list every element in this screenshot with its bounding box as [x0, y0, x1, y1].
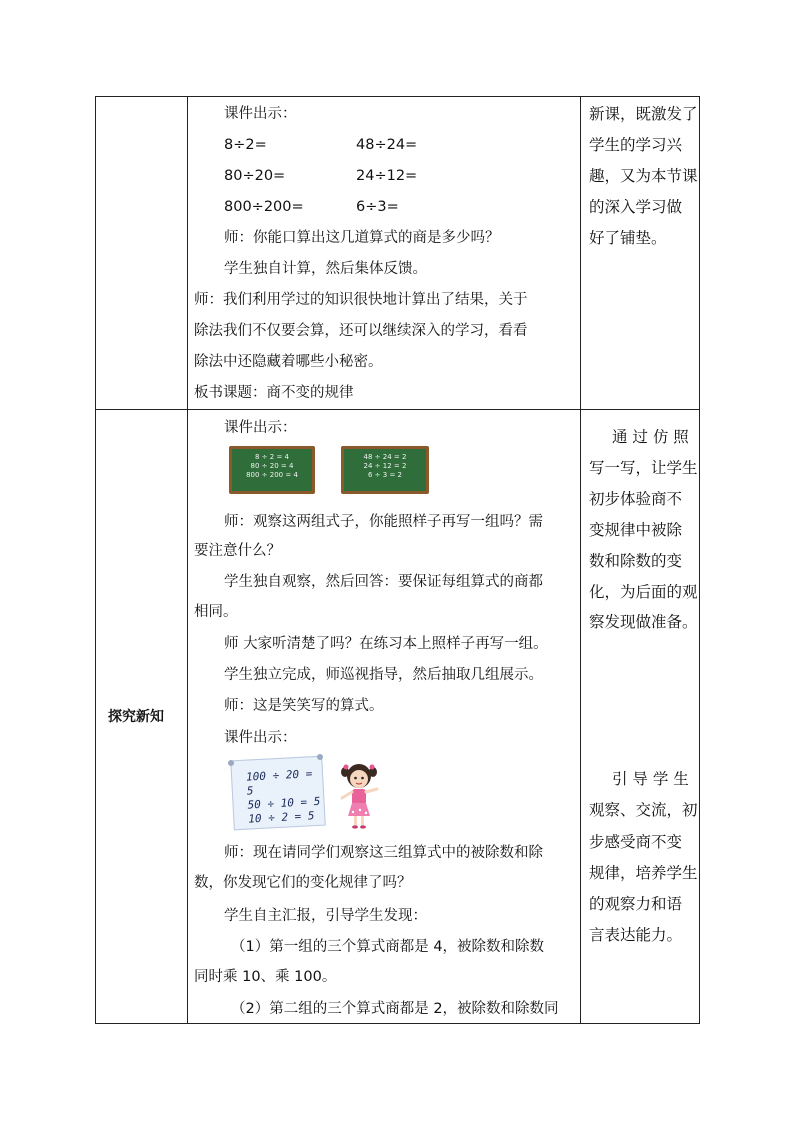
chalkboard-line: 48 ÷ 24 = 2 — [363, 453, 407, 461]
side-note: 数和除数的变 — [589, 552, 683, 570]
equation: 24÷12= — [356, 168, 418, 184]
equation: 800÷200= — [224, 199, 304, 215]
main-text: 除法我们不仅要会算，还可以继续深入的学习，看看 — [194, 323, 528, 339]
main-text: 板书课题：商不变的规律 — [194, 385, 354, 401]
main-text: 课件出示： — [224, 730, 297, 746]
side-note: 的深入学习做 — [589, 198, 683, 216]
note-paper-image — [230, 756, 326, 831]
note-line: 50 ÷ 10 = 5 — [247, 794, 321, 812]
main-text: 师：你能口算出这几道算式的商是多少吗？ — [224, 230, 500, 246]
column-divider — [187, 97, 188, 1023]
main-text: 除法中还隐藏着哪些小秘密。 — [194, 354, 383, 370]
side-note: 言表达能力。 — [589, 926, 683, 944]
equation: 48÷24= — [356, 137, 418, 153]
side-note: 学生的学习兴 — [589, 136, 683, 154]
main-text: 师：这是笑笑写的算式。 — [224, 698, 384, 714]
main-text: 学生独立完成，师巡视指导，然后抽取几组展示。 — [224, 667, 543, 683]
side-note: 新课，既激发了 — [589, 105, 698, 123]
side-note: 的观察力和语 — [589, 895, 683, 913]
equation: 6÷3= — [356, 199, 399, 215]
side-note: 通 过 仿 照 — [612, 428, 689, 446]
pin-icon — [228, 760, 234, 766]
row-divider — [96, 409, 699, 410]
column-divider — [580, 97, 581, 1023]
main-text: 学生独自计算，然后集体反馈。 — [224, 261, 427, 277]
main-text: 师：现在请同学们观察这三组算式中的被除数和除 — [224, 845, 543, 861]
main-text: 要注意什么？ — [194, 543, 281, 559]
chalkboard-line: 800 ÷ 200 = 4 — [246, 471, 298, 479]
girl-illustration-icon — [330, 760, 388, 832]
chalkboard-image — [229, 446, 315, 494]
side-note: 写一写，让学生 — [589, 459, 698, 477]
main-text: 师 大家听清楚了吗？在练习本上照样子再写一组。 — [224, 636, 548, 652]
side-note: 化，为后面的观 — [589, 583, 698, 601]
main-text: 学生自主汇报，引导学生发现： — [224, 908, 427, 924]
main-text: 同时乘 10、乘 100。 — [194, 969, 337, 985]
side-note: 初步体验商不 — [589, 490, 683, 508]
chalkboard-line: 8 ÷ 2 = 4 — [255, 453, 289, 461]
side-note: 步感受商不变 — [589, 833, 683, 851]
side-note: 观察、交流，初 — [589, 801, 698, 819]
chalkboard-line: 24 ÷ 12 = 2 — [363, 462, 407, 470]
note-line: 100 ÷ 20 = 5 — [245, 767, 313, 798]
equation: 80÷20= — [224, 168, 286, 184]
main-text: 课件出示： — [224, 106, 297, 122]
main-text: 相同。 — [194, 604, 238, 620]
equation: 8÷2= — [224, 137, 267, 153]
side-note: 引 导 学 生 — [612, 770, 689, 788]
main-text: （2）第二组的三个算式商都是 2，被除数和除数同 — [231, 1001, 559, 1017]
main-text: 学生独自观察，然后回答：要保证每组算式的商都 — [224, 574, 543, 590]
chalkboard-line: 80 ÷ 20 = 4 — [250, 462, 294, 470]
section-label: 探究新知 — [108, 709, 164, 725]
side-note: 规律，培养学生 — [589, 864, 698, 882]
side-note: 趣，又为本节课 — [589, 167, 698, 185]
note-line: 10 ÷ 2 = 5 — [247, 809, 315, 826]
pin-icon — [317, 754, 323, 760]
main-text: 师：观察这两组式子，你能照样子再写一组吗？需 — [224, 514, 543, 530]
main-text: 课件出示： — [224, 420, 297, 436]
main-text: 数，你发现它们的变化规律了吗？ — [194, 875, 412, 891]
chalkboard-image — [341, 446, 429, 494]
main-text: 师：我们利用学过的知识很快地计算出了结果，关于 — [194, 292, 528, 308]
side-note: 好了铺垫。 — [589, 229, 667, 247]
chalkboard-line: 6 ÷ 3 = 2 — [368, 471, 402, 479]
side-note: 变规律中被除 — [589, 521, 683, 539]
main-text: （1）第一组的三个算式商都是 4，被除数和除数 — [231, 939, 545, 955]
side-note: 察发现做准备。 — [589, 613, 698, 631]
